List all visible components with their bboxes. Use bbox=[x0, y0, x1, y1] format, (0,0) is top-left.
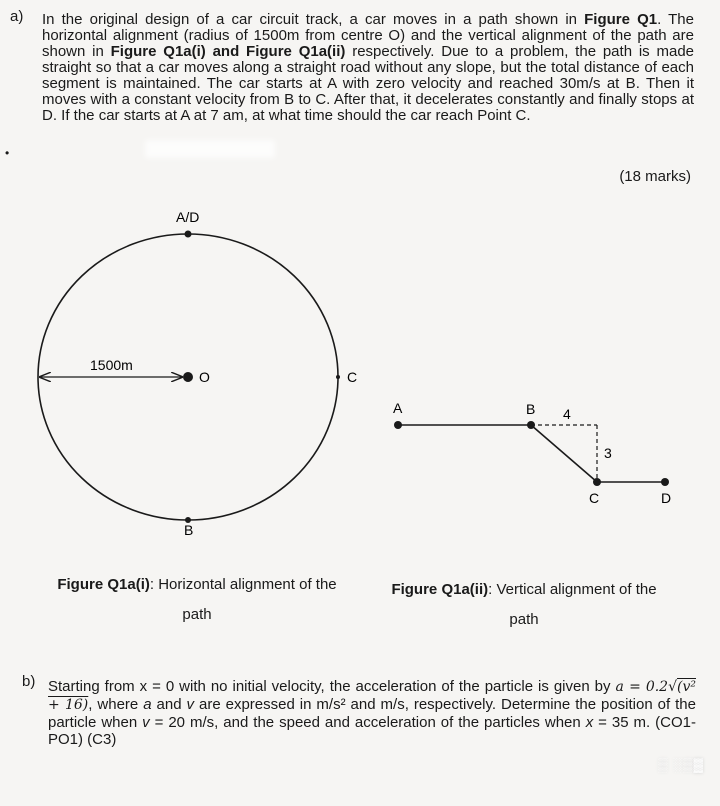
figure-1-caption: Figure Q1a(i): Horizontal alignment of the path bbox=[57, 576, 337, 623]
figure-2-caption: Figure Q1a(ii): Vertical alignment of the path bbox=[391, 581, 657, 628]
centre-o-marker bbox=[183, 372, 193, 382]
label-o: O bbox=[199, 369, 210, 385]
segment-bc bbox=[531, 425, 597, 482]
question-b-label: b) bbox=[22, 673, 36, 690]
label-a: A bbox=[393, 400, 403, 416]
label-c: C bbox=[347, 369, 358, 385]
point-c-marker bbox=[336, 375, 340, 379]
label-c-vert: C bbox=[589, 490, 600, 506]
vertical-leg-label: 3 bbox=[604, 445, 612, 461]
horizontal-leg-label: 4 bbox=[563, 406, 571, 422]
point-a-dot bbox=[394, 421, 402, 429]
radius-label: 1500m bbox=[90, 357, 133, 373]
label-b-vert: B bbox=[526, 401, 536, 417]
question-b-text: Starting from x = 0 with no initial velocity, the acceleration of the particle is given by a = 0.2√(v² + 16), where a and v are expressed in m/s² and m/s, respectively. Determine the position of the particle when v = 20 m/s, and the speed and acceleration of the particles when x = 35 m. (CO1-PO1) (C3) bbox=[48, 678, 696, 748]
margin-dot: • bbox=[5, 146, 10, 160]
figure-horizontal-alignment bbox=[38, 209, 357, 538]
marks-label: (18 marks) bbox=[619, 168, 691, 185]
question-a-label: a) bbox=[10, 8, 24, 25]
label-ad: A/D bbox=[176, 209, 200, 225]
label-d: D bbox=[661, 490, 672, 506]
point-c-dot bbox=[593, 478, 601, 486]
point-ad-marker bbox=[185, 231, 192, 238]
point-d-dot bbox=[661, 478, 669, 486]
question-a-text: In the original design of a car circuit track, a car moves in a path shown in Figure Q1. The horizontal alignment (radius of 1500m from centre O) and the vertical alignment of the path are shown in Figure Q1a(i) and Figure Q1a(ii) respectively. Due to a problem, the path is made straight so that a car moves along a straight road without any slope, but the total distance of each segment is maintained. The car starts at A with zero velocity and reached 30m/s at B. Then it moves with a constant velocity from B to C. After that, it decelerates constantly and finally stops at D. If the car starts at A at 7 am, at what time should the car reach Point C. bbox=[42, 11, 694, 124]
scan-watermark: ▒ ░▒▓ bbox=[658, 757, 704, 772]
label-b: B bbox=[184, 522, 194, 538]
point-b-dot bbox=[527, 421, 535, 429]
figure-vertical-alignment bbox=[393, 400, 671, 506]
